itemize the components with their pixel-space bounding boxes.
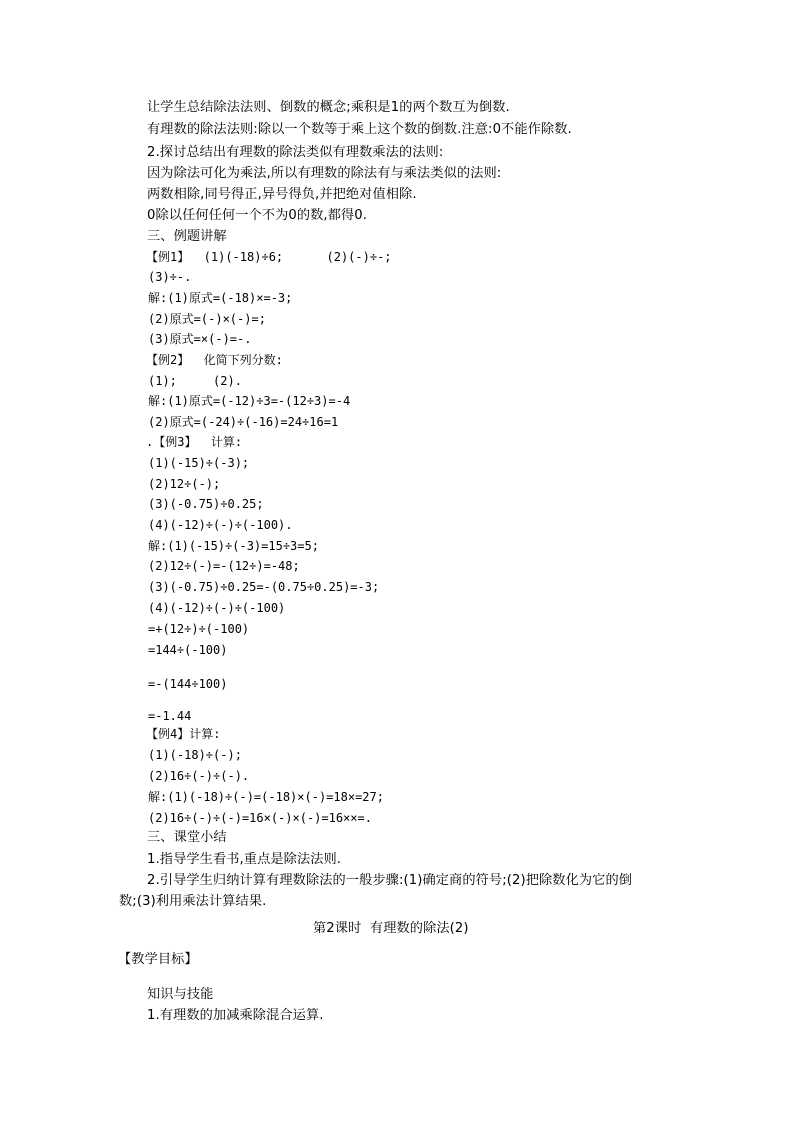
example-line: .【例3】 计算: <box>146 435 243 449</box>
example-line: (1)(-15)÷(-3); <box>148 456 250 470</box>
example-line: (2)12÷(-); <box>148 477 221 491</box>
solution-line: 解:(1)(-15)÷(-3)=15÷3=5; <box>148 539 319 553</box>
solution-line: (2)12÷(-)=-(12÷)=-48; <box>148 559 300 573</box>
solution-line: 解:(1)(-18)÷(-)=(-18)×(-)=18×=27; <box>148 790 384 804</box>
example-line: (4)(-12)÷(-)÷(-100). <box>148 518 293 532</box>
text-line: 有理数的除法法则:除以一个数等于乘上这个数的倒数.注意:0不能作除数. <box>147 122 572 137</box>
solution-line: 解:(1)原式=(-12)÷3=-(12÷3)=-4 <box>148 394 351 408</box>
text-line: 1.有理数的加减乘除混合运算. <box>147 1008 324 1023</box>
lesson-title: 第2课时 有理数的除法(2) <box>313 921 469 936</box>
text-line: 2.探讨总结出有理数的除法类似有理数乘法的法则: <box>147 145 444 160</box>
example-line: (2)16÷(-)÷(-). <box>148 769 250 783</box>
text-line: 1.指导学生看书,重点是除法法则. <box>147 852 342 867</box>
example-line: (1)(-18)÷(-); <box>148 748 242 762</box>
text-line: 两数相除,同号得正,异号得负,并把绝对值相除. <box>147 187 417 202</box>
solution-line: =+(12÷)÷(-100) <box>148 622 250 636</box>
example-line: 【例4】计算: <box>146 727 221 741</box>
example-line: 【例1】 (1)(-18)÷6; (2)(-)÷-; <box>146 250 392 264</box>
example-line: 【例2】 化简下列分数: <box>146 353 283 367</box>
solution-line: (4)(-12)÷(-)÷(-100) <box>148 601 286 615</box>
text-line: 2.引导学生归纳计算有理数除法的一般步骤:(1)确定商的符号;(2)把除数化为它的倒 <box>147 873 633 888</box>
example-line: (3)÷-. <box>148 270 192 284</box>
section-heading: 三、课堂小结 <box>147 830 227 845</box>
text-line: 让学生总结除法法则、倒数的概念;乘积是1的两个数互为倒数. <box>147 100 510 115</box>
section-heading: 【教学目标】 <box>118 952 198 967</box>
example-line: (1); (2). <box>148 374 242 388</box>
solution-line: (2)原式=(-)×(-)=; <box>148 312 266 326</box>
example-line: (3)(-0.75)÷0.25; <box>148 497 264 511</box>
text-line: 0除以任何任何一个不为0的数,都得0. <box>147 208 368 223</box>
subheading: 知识与技能 <box>147 987 214 1002</box>
solution-line: =-(144÷100) <box>148 677 228 691</box>
solution-line: (2)16÷(-)÷(-)=16×(-)×(-)=16××=. <box>148 811 372 825</box>
text-line: 因为除法可化为乘法,所以有理数的除法有与乘法类似的法则: <box>147 166 502 181</box>
solution-line: =144÷(-100) <box>148 643 228 657</box>
text-line: 数;(3)利用乘法计算结果. <box>119 894 267 909</box>
solution-line: 解:(1)原式=(-18)×=-3; <box>148 291 293 305</box>
solution-line: (2)原式=(-24)÷(-16)=24÷16=1 <box>148 415 339 429</box>
solution-line: (3)原式=×(-)=-. <box>148 332 252 346</box>
solution-line: =-1.44 <box>148 709 192 723</box>
section-heading: 三、例题讲解 <box>147 229 227 244</box>
solution-line: (3)(-0.75)÷0.25=-(0.75÷0.25)=-3; <box>148 580 380 594</box>
